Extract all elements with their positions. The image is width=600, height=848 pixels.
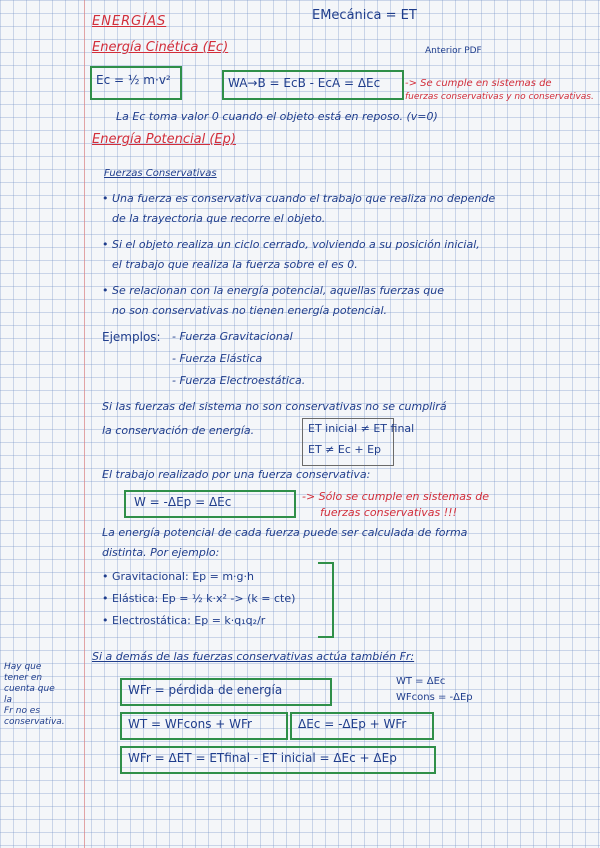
energy-inequality: ET inicial ≠ ET final [308, 422, 415, 435]
side-note [4, 662, 65, 728]
example-item: - Fuerza Elástica [172, 352, 263, 365]
total-work-sum: WT = WFcons + WFr [128, 717, 252, 731]
emecanica-title: EMecánica = ET [312, 8, 417, 23]
formula-bracket [318, 562, 334, 638]
calc-line1: La energía potencial de cada fuerza puede ser calculada de forma [102, 526, 468, 539]
kinetic-heading: Energía Cinética (Ec) [92, 40, 229, 55]
conservative-subheading: Fuerzas Conservativas [104, 168, 217, 179]
example-item: - Fuerza Gravitacional [172, 330, 293, 343]
gravitational-formula: • Gravitacional: Ep = m·g·h [102, 570, 255, 583]
bullet1-line1: • Una fuerza es conservativa cuando el trabajo que realiza no depende [102, 192, 496, 205]
bullet2-line1: • Si el objeto realiza un ciclo cerrado, volviendo a su posición inicial, [102, 238, 480, 251]
conservative-work-text: El trabajo realizado por una fuerza conservativa: [102, 468, 371, 481]
potential-heading: Energía Potencial (Ep) [92, 132, 236, 147]
conservative-note-line2: fuerzas conservativas !!! [320, 506, 457, 519]
electrostatic-formula: • Electrostática: Ep = k·q₁q₂/r [102, 614, 266, 627]
total-work: WT = ΔEc [396, 676, 446, 687]
page-title: ENERGÍAS [92, 14, 167, 29]
anterior-pdf: Anterior PDF [425, 46, 482, 56]
kinetic-zero-note: La Ec toma valor 0 cuando el objeto está en reposo. (v=0) [116, 110, 438, 123]
kinetic-note-line2: fuerzas conservativas y no conservativas. [405, 92, 594, 102]
side-note-line: cuenta que [4, 684, 55, 694]
nonconservative-line2: la conservación de energía. [102, 424, 255, 437]
side-note-line: la [4, 695, 13, 705]
friction-heading: Si a demás de las fuerzas conservativas actúa también Fr: [92, 650, 415, 663]
bullet3-line1: • Se relacionan con la energía potencial, aquellas fuerzas que [102, 284, 444, 297]
conservative-work-formula: W = -ΔEp = ΔEc [134, 495, 232, 509]
side-note-line: Hay que [4, 662, 42, 672]
example-item: - Fuerza Electroestática. [172, 374, 306, 387]
side-note-line: tener en [4, 673, 43, 683]
examples-label: Ejemplos: [102, 330, 161, 344]
friction-work-full: WFr = ΔET = ETfinal - ET inicial = ΔEc + ΔEp [128, 751, 397, 765]
bullet2-line2: el trabajo que realiza la fuerza sobre el es 0. [112, 258, 358, 271]
friction-loss: WFr = pérdida de energía [128, 683, 283, 697]
energy-sum-inequality: ET ≠ Ec + Ep [308, 443, 382, 456]
margin-line [84, 0, 85, 848]
side-note-line: conservativa. [4, 717, 65, 727]
elastic-formula: • Elástica: Ep = ½ k·x² -> (k = cte) [102, 592, 296, 605]
calc-line2: distinta. Por ejemplo: [102, 546, 220, 559]
bullet3-line2: no son conservativas no tienen energía potencial. [112, 304, 388, 317]
kinetic-note-line1: -> Se cumple en sistemas de [405, 78, 552, 89]
conservative-force-work: WFcons = -ΔEp [396, 692, 473, 703]
nonconservative-line1: Si las fuerzas del sistema no son conservativas no se cumplirá [102, 400, 447, 413]
work-theorem: WA→B = EcB - EcA = ΔEc [228, 76, 381, 90]
kinetic-change: ΔEc = -ΔEp + WFr [298, 717, 407, 731]
side-note-line: Fr no es [4, 706, 41, 716]
bullet1-line2: de la trayectoria que recorre el objeto. [112, 212, 326, 225]
kinetic-formula: Ec = ½ m·v² [96, 73, 171, 87]
conservative-note-line1: -> Sólo se cumple en sistemas de [302, 490, 489, 503]
